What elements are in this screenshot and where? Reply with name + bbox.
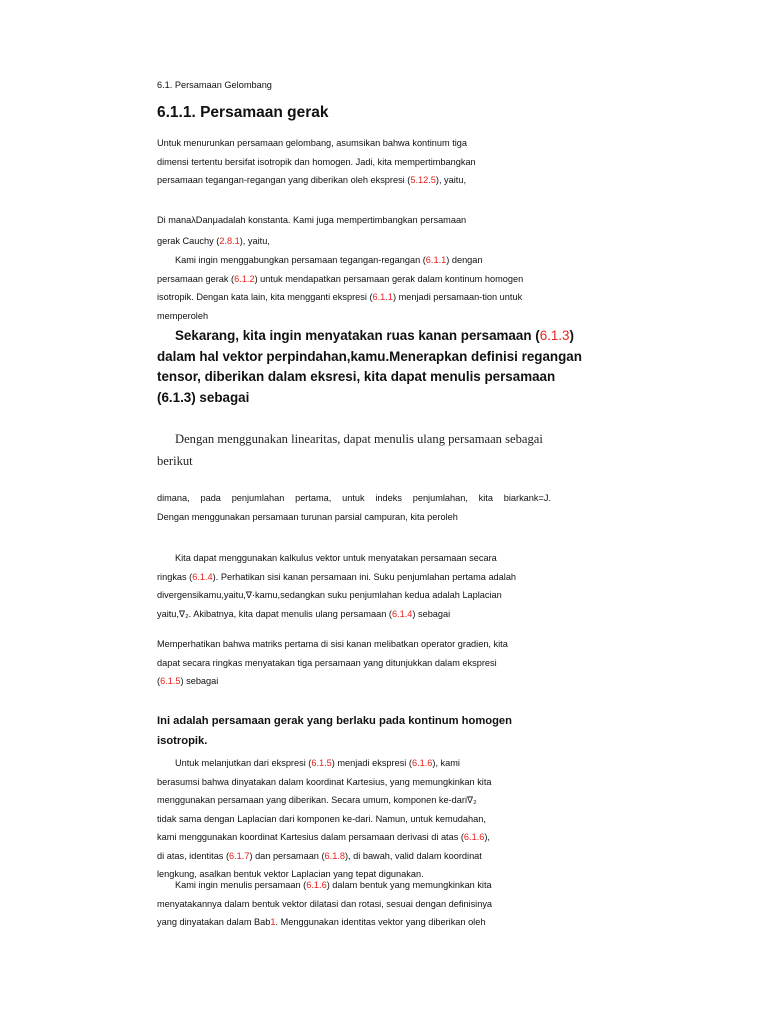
equation-reference[interactable]: 6.1.6	[463, 832, 485, 842]
equation-reference[interactable]: 2.8.1	[219, 235, 240, 246]
equation-reference[interactable]: 6.1.5	[160, 676, 181, 686]
paragraph-2: Di manaλDanμadalah konstanta. Kami juga mempertimbangkan persamaan gerak Cauchy (2.8.1), yaitu,	[157, 215, 467, 246]
paragraph-3: Kami ingin menggabungkan persamaan tegangan-regangan (6.1.1) dengan persamaan gerak (6.1.2) untuk mendapatkan persamaan gerak dalam kontinum homogen isotropik. Dengan kata lain, kita mengganti ekspresi (6.1.1) menjadi persamaan-tion untuk memperoleh	[157, 255, 524, 321]
equation-reference[interactable]: 6.1.8	[324, 850, 345, 861]
equation-reference[interactable]: 6.1.4	[391, 608, 413, 619]
equation-reference[interactable]: 6.1.7	[229, 850, 250, 861]
paragraph-10: Untuk melanjutkan dari ekspresi (6.1.5) menjadi ekspresi (6.1.6), kami berasumsi bahwa dinyatakan dalam koordinat Kartesius, yang memungkinkan kita menggunakan persamaan yang diberikan. Secara umum, komponen ke-dari∇₂ tidak sama dengan Laplacian dari komponen ke-dari. Namun, untuk kemudahan, kami menggunakan koordinat Kartesius dalam persamaan derivasi di atas (6.1.6), di atas, identitas (6.1.7) dan persamaan (6.1.8), di bawah, valid dalam koordinat lengkung, asalkan bentuk vektor Laplacian yang tepat digunakan.	[157, 758, 492, 879]
equation-reference[interactable]: 6.1.1	[425, 255, 447, 265]
equation-reference[interactable]: 6.1.6	[411, 758, 433, 768]
equation-reference[interactable]: 6.1.1	[372, 292, 393, 302]
section-heading: 6.1. Persamaan Gelombang	[157, 80, 272, 90]
paragraph-4: Sekarang, kita ingin menyatakan ruas kanan persamaan (6.1.3) dalam hal vektor perpindahan,kamu.Menerapkan definisi regangan tensor, diberikan dalam eksresi, kita dapat menulis persamaan (6.1.3) sebagai	[157, 328, 582, 405]
paragraph-6: dimana, pada penjumlahan pertama, untuk indeks penjumlahan, kita biarkank=J. Dengan menggunakan persamaan turunan parsial campuran, kita peroleh	[157, 493, 551, 522]
equation-reference[interactable]: 6.1.6	[306, 880, 327, 890]
equation-reference[interactable]: 6.1.2	[234, 273, 255, 284]
equation-reference[interactable]: 6.1.5	[311, 758, 332, 768]
chapter-reference[interactable]: 1	[270, 917, 276, 927]
equation-reference[interactable]: 5.12.5	[410, 175, 436, 185]
paragraph-11: Kami ingin menulis persamaan (6.1.6) dalam bentuk yang memungkinkan kita menyatakannya dalam bentuk vektor dilatasi dan rotasi, sesuai dengan definisinya yang dinyatakan dalam Bab1. Menggunakan identitas vektor yang diberikan oleh	[157, 880, 493, 927]
equation-reference[interactable]: 6.1.4	[192, 571, 213, 582]
equation-reference[interactable]: 6.1.3	[539, 328, 570, 343]
paragraph-7: Kita dapat menggunakan kalkulus vektor untuk menyatakan persamaan secara ringkas (6.1.4). Perhatikan sisi kanan persamaan ini. Suku penjumlahan pertama adalah divergensikamu,yaitu,∇·kamu,sedangkan suku penjumlahan kedua adalah Laplacian yaitu,∇₂. Akibatnya, kita dapat menulis ulang persamaan (6.1.4) sebagai	[157, 553, 517, 619]
paragraph-8: Memperhatikan bahwa matriks pertama di sisi kanan melibatkan operator gradien, kita dapat secara ringkas menyatakan tiga persamaan yang ditunjukkan dalam ekspresi (6.1.5) sebagai	[157, 639, 508, 686]
paragraph-5: Dengan menggunakan linearitas, dapat menulis ulang persamaan sebagai berikut	[157, 432, 543, 468]
subsection-title: 6.1.1. Persamaan gerak	[157, 104, 329, 121]
paragraph-9: Ini adalah persamaan gerak yang berlaku pada kontinum homogen isotropik.	[157, 715, 512, 747]
paragraph-1: Untuk menurunkan persamaan gelombang, asumsikan bahwa kontinum tiga dimensi tertentu bersifat isotropik dan homogen. Jadi, kita mempertimbangkan persamaan tegangan-regangan yang diberikan oleh ekspresi (5.12.5), yaitu,	[157, 138, 476, 185]
